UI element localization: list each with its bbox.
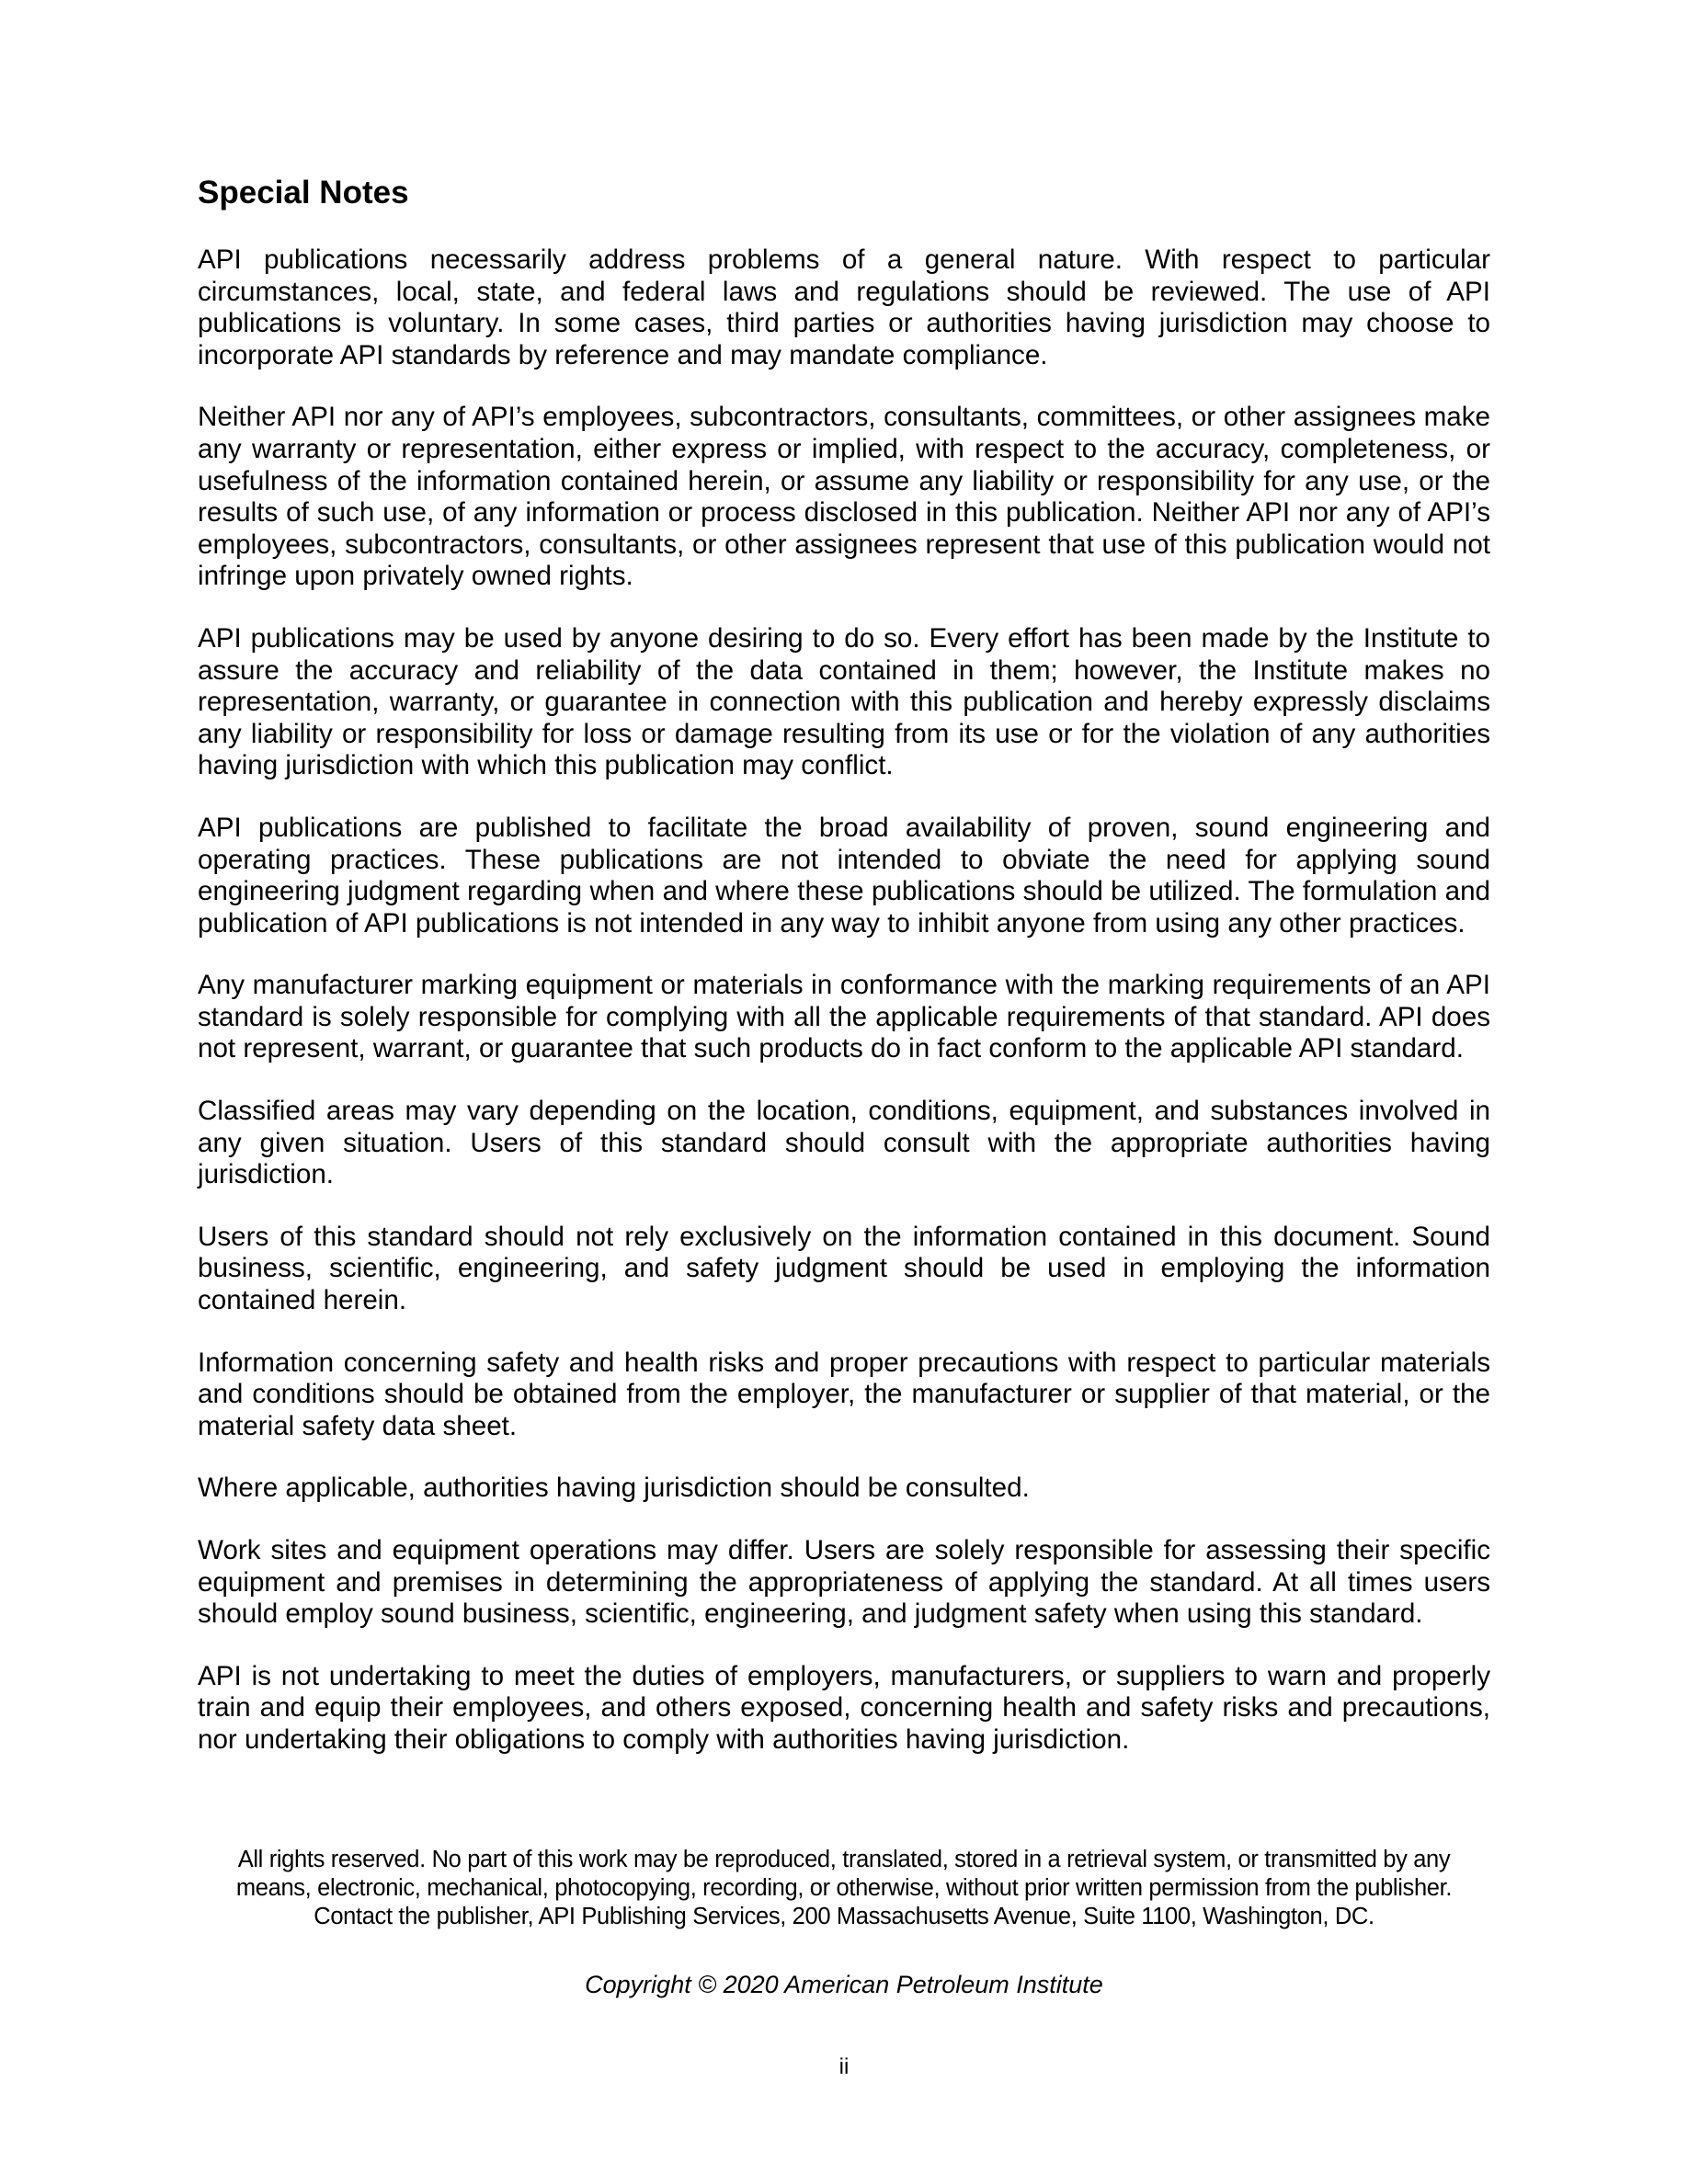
rights-line-3: Contact the publisher, API Publishing Services, 200 Massachusetts Avenue, Suite 1100, Washington, DC.: [314, 1904, 1374, 1929]
paragraph-8: Information concerning safety and health risks and proper precautions with respect to particular materials and conditions should be obtained from the employer, the manufacturer or supplier of that material, or the material safety data sheet.: [198, 1347, 1490, 1441]
paragraph-6: Classified areas may vary depending on the location, conditions, equipment, and substances involved in any given situation. Users of this standard should consult with the appropriate authorities having jurisdiction.: [198, 1096, 1490, 1190]
paragraph-1: API publications necessarily address problems of a general nature. With respect to particular circumstances, local, state, and federal laws and regulations should be reviewed. The use of API publications is voluntary. In some cases, third parties or authorities having jurisdiction may choose to incorporate API standards by reference and may mandate compliance.: [198, 245, 1490, 370]
copyright-notice: Copyright © 2020 American Petroleum Institute: [585, 1971, 1103, 1998]
rights-notice: [198, 1846, 1490, 1931]
paragraph-10: Work sites and equipment operations may differ. Users are solely responsible for assessing their specific equipment and premises in determining the appropriateness of applying the standard. At all times users should employ sound business, scientific, engineering, and judgment safety when using this standard.: [198, 1535, 1490, 1630]
document-body: [198, 175, 1490, 1757]
paragraph-3: API publications may be used by anyone desiring to do so. Every effort has been made by the Institute to assure the accuracy and reliability of the data contained in them; however, the Institute makes no representation, warranty, or guarantee in connection with this publication and hereby expressly disclaims any liability or responsibility for loss or damage resulting from its use or for the violation of any authorities having jurisdiction with which this publication may conflict.: [198, 622, 1490, 781]
rights-line-2: means, electronic, mechanical, photocopying, recording, or otherwise, without prior written permission from the publisher.: [235, 1875, 1453, 1901]
paragraph-7: Users of this standard should not rely exclusively on the information contained in this document. Sound business, scientific, engineering, and safety judgment should be used in employing the information contained herein.: [198, 1221, 1490, 1316]
page-title: Special Notes: [198, 175, 409, 210]
rights-line-1: All rights reserved. No part of this work may be reproduced, translated, stored in a retrieval system, or transmitted by any: [237, 1847, 1451, 1872]
paragraph-9: Where applicable, authorities having jurisdiction should be consulted.: [198, 1473, 1030, 1504]
paragraph-2: Neither API nor any of API’s employees, subcontractors, consultants, committees, or other assignees make any warranty or representation, either express or implied, with respect to the accuracy, completeness, or usefulness of the information contained herein, or assume any liability or responsibility for any use, or the results of such use, of any information or process disclosed in this publication. Neither API nor any of API’s employees, subcontractors, consultants, or other assignees represent that use of this publication would not infringe upon privately owned rights.: [198, 402, 1490, 592]
paragraph-11: API is not undertaking to meet the duties of employers, manufacturers, or suppliers to warn and properly train and equip their employees, and others exposed, concerning health and safety risks and precautions, nor undertaking their obligations to comply with authorities having jurisdiction.: [198, 1660, 1490, 1755]
paragraph-4: API publications are published to facilitate the broad availability of proven, sound engineering and operating practices. These publications are not intended to obviate the need for applying sound engineering judgment regarding when and where these publications should be utilized. The formulation and publication of API publications is not intended in any way to inhibit anyone from using any other practices.: [198, 812, 1490, 938]
paragraph-5: Any manufacturer marking equipment or materials in conformance with the marking requirements of an API standard is solely responsible for complying with all the applicable requirements of that standard. API does not represent, warrant, or guarantee that such products do in fact conform to the applicable API standard.: [198, 970, 1490, 1064]
page-number: ii: [838, 2054, 850, 2079]
